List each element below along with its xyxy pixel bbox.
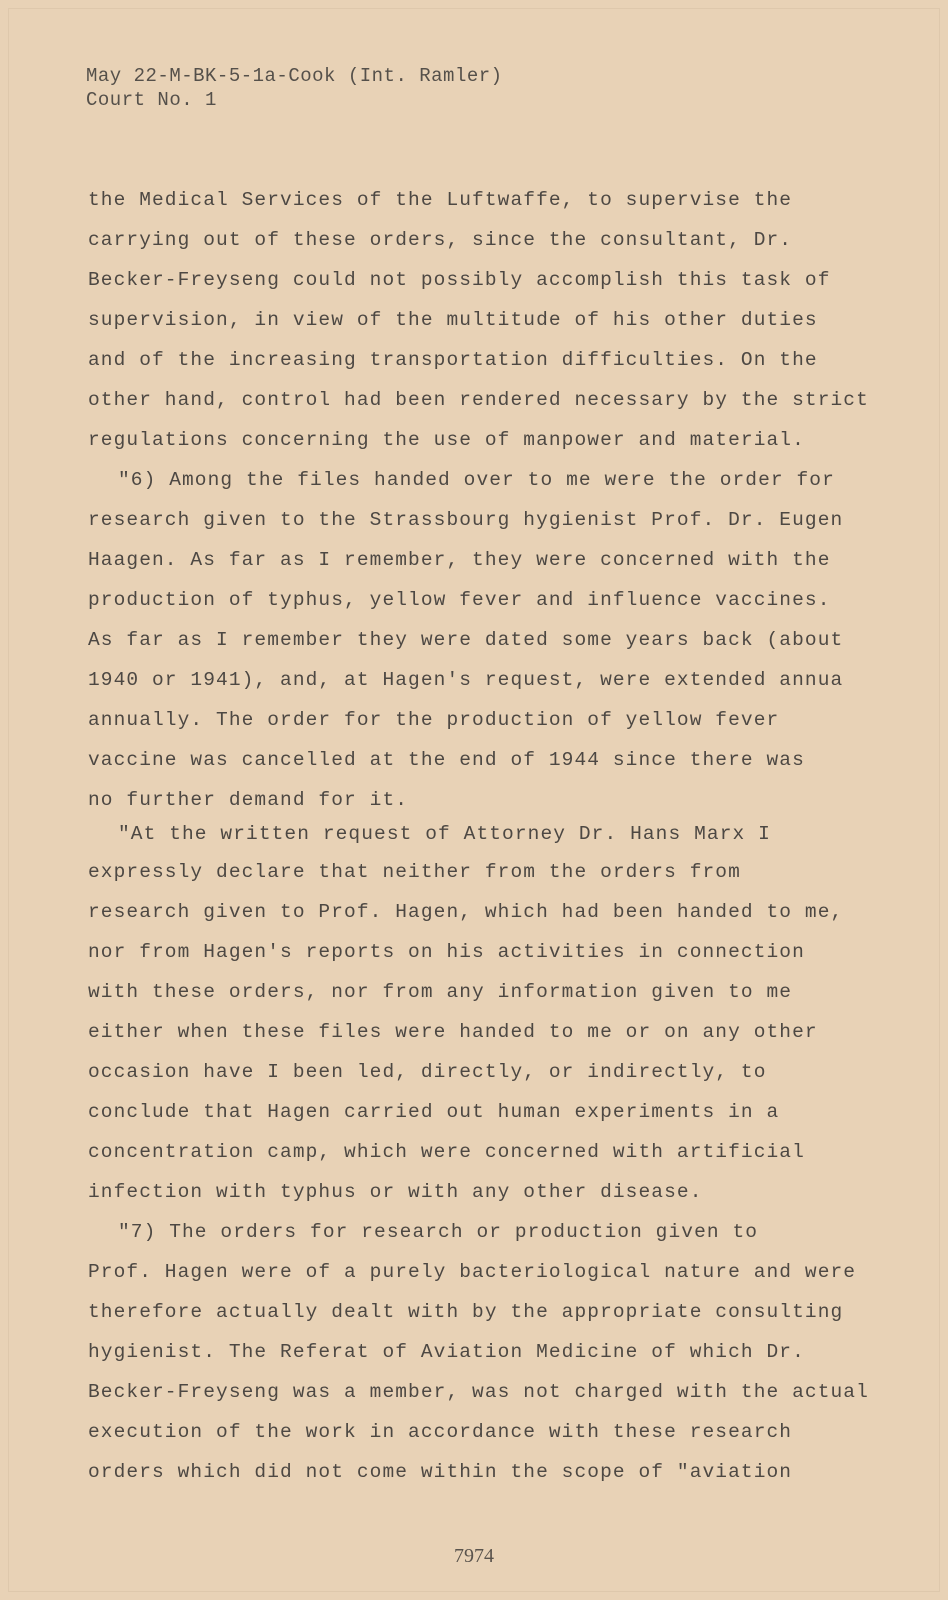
- text-line: Prof. Hagen were of a purely bacteriological nature and were: [88, 1261, 857, 1283]
- text-line: expressly declare that neither from the orders from: [88, 861, 741, 883]
- text-line: annually. The order for the production of yellow fever: [88, 709, 780, 731]
- text-line: therefore actually dealt with by the appropriate consulting: [88, 1301, 844, 1323]
- text-line: vaccine was cancelled at the end of 1944 since there was: [88, 749, 805, 771]
- text-line: Haagen. As far as I remember, they were concerned with the: [88, 549, 831, 571]
- text-line: and of the increasing transportation difficulties. On the: [88, 349, 818, 371]
- text-line: Becker-Freyseng could not possibly accomplish this task of: [88, 269, 831, 291]
- text-line: production of typhus, yellow fever and influence vaccines.: [88, 589, 831, 611]
- text-line: 1940 or 1941), and, at Hagen's request, were extended annua: [88, 669, 844, 691]
- text-line: Becker-Freyseng was a member, was not charged with the actual: [88, 1381, 869, 1403]
- text-line: research given to Prof. Hagen, which had been handed to me,: [88, 901, 844, 923]
- text-line: with these orders, nor from any information given to me: [88, 981, 793, 1003]
- text-line: supervision, in view of the multitude of his other duties: [88, 309, 818, 331]
- text-line: "7) The orders for research or production given to: [118, 1221, 759, 1243]
- text-line: occasion have I been led, directly, or indirectly, to: [88, 1061, 767, 1083]
- header-reference: May 22-M-BK-5-1a-Cook (Int. Ramler): [86, 65, 503, 87]
- text-line: infection with typhus or with any other disease.: [88, 1181, 703, 1203]
- text-line: orders which did not come within the scope of "aviation: [88, 1461, 793, 1483]
- text-line: other hand, control had been rendered necessary by the strict: [88, 389, 869, 411]
- document-header: [86, 64, 503, 112]
- text-line: the Medical Services of the Luftwaffe, to supervise the: [88, 189, 793, 211]
- page-number: 7974: [454, 1545, 494, 1567]
- text-line: As far as I remember they were dated some years back (about: [88, 629, 844, 651]
- text-line: regulations concerning the use of manpower and material.: [88, 429, 805, 451]
- text-line: execution of the work in accordance with these research: [88, 1421, 793, 1443]
- text-line: concentration camp, which were concerned with artificial: [88, 1141, 805, 1163]
- text-line: research given to the Strassbourg hygienist Prof. Dr. Eugen: [88, 509, 844, 531]
- text-line: nor from Hagen's reports on his activities in connection: [88, 941, 805, 963]
- text-line: hygienist. The Referat of Aviation Medicine of which Dr.: [88, 1341, 805, 1363]
- text-line: carrying out of these orders, since the consultant, Dr.: [88, 229, 793, 251]
- text-line: either when these files were handed to me or on any other: [88, 1021, 818, 1043]
- body-text: [88, 180, 869, 1492]
- text-line: no further demand for it.: [88, 789, 409, 811]
- text-line: conclude that Hagen carried out human experiments in a: [88, 1101, 780, 1123]
- text-line: "At the written request of Attorney Dr. Hans Marx I: [118, 823, 771, 845]
- header-court: Court No. 1: [86, 89, 217, 111]
- text-line: "6) Among the files handed over to me were the order for: [118, 469, 835, 491]
